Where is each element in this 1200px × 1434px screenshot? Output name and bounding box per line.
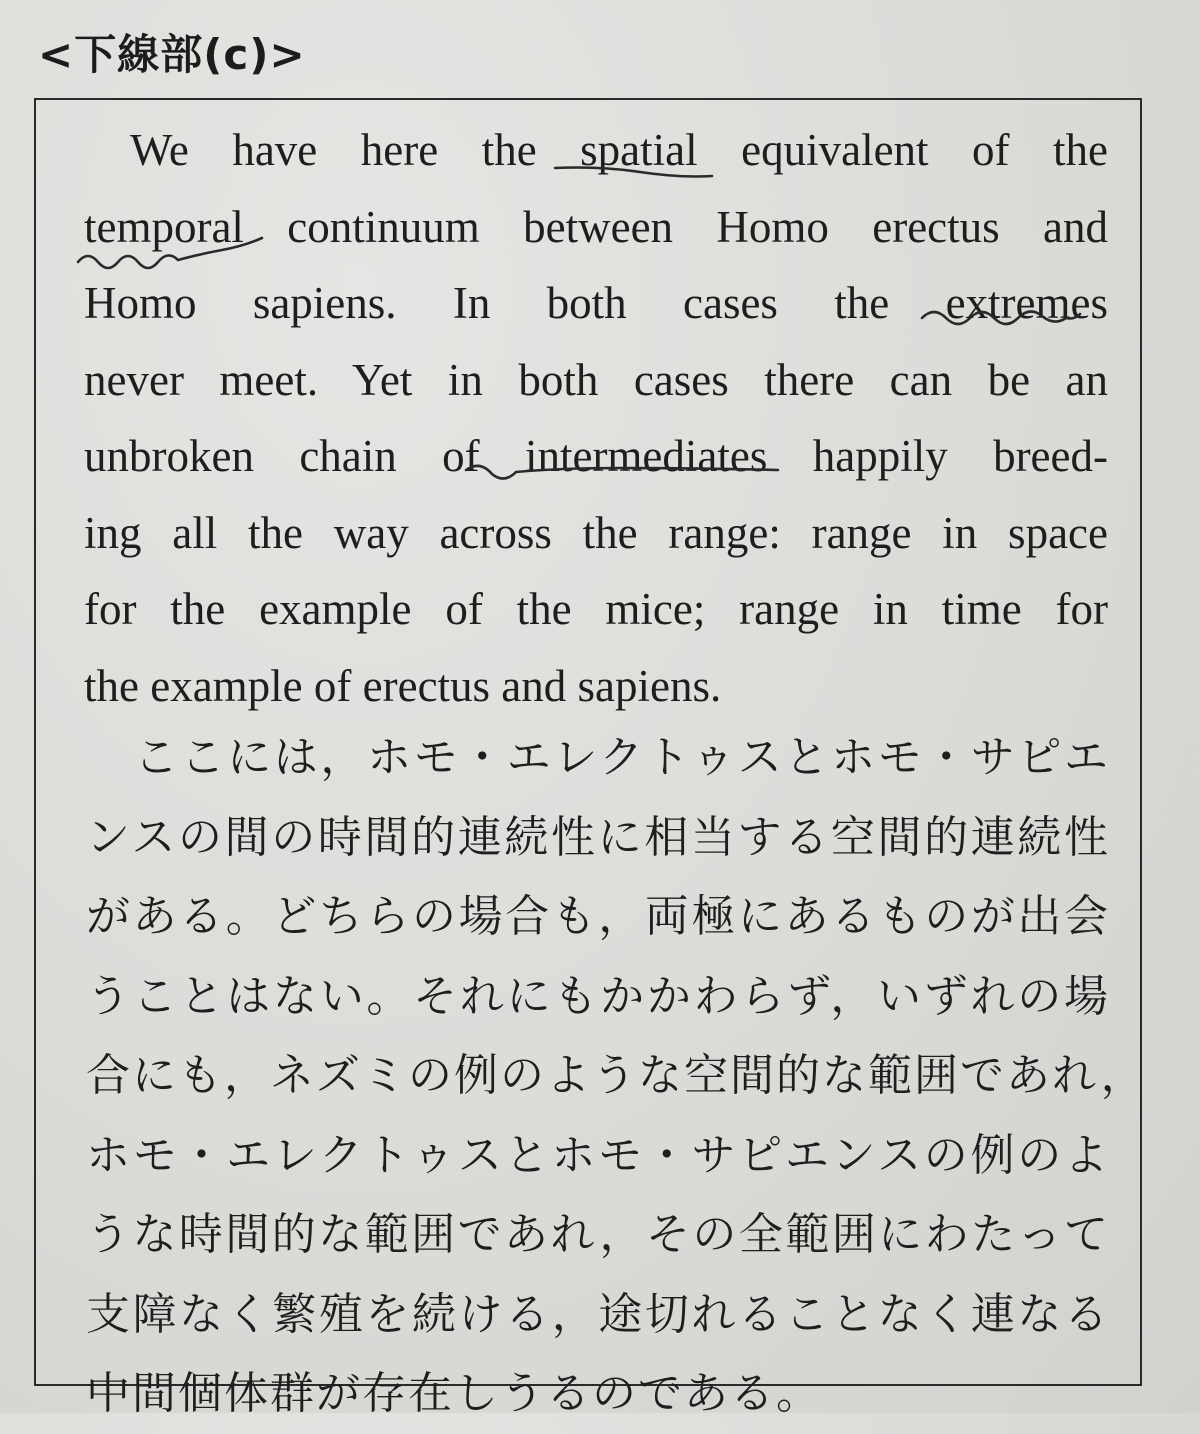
japanese-line: うことはない。それにもかかわらず，いずれの場 xyxy=(86,970,1110,1022)
english-line: We have here the spatial equivalent of the xyxy=(130,125,1108,175)
japanese-translation xyxy=(86,718,1147,1434)
japanese-line: ここには，ホモ・エレクトゥスとホモ・サピエ xyxy=(134,732,1110,783)
japanese-line: ンスの間の時間的連続性に相当する空間的連続性 xyxy=(86,811,1110,863)
japanese-line: 合にも，ネズミの例のような空間的な範囲であれ， xyxy=(86,1050,1147,1101)
english-line: never meet. Yet in both cases there can be an xyxy=(84,354,1108,405)
japanese-line: 支障なく繁殖を続ける，途切れることなく連なる xyxy=(86,1288,1110,1340)
english-line: temporal continuum between Homo erectus and xyxy=(84,201,1108,252)
japanese-line: 中間個体群が存在しうるのである。 xyxy=(86,1368,822,1419)
english-passage xyxy=(84,112,1108,724)
japanese-line: がある。どちらの場合も，両極にあるものが出会 xyxy=(86,891,1110,942)
japanese-line: うな時間的な範囲であれ，その全範囲にわたって xyxy=(86,1209,1110,1260)
english-line: ing all the way across the range: range in space xyxy=(84,507,1108,558)
english-line: unbroken chain of intermediates happily breed- xyxy=(84,431,1108,481)
japanese-line: ホモ・エレクトゥスとホモ・サピエンスの例のよ xyxy=(86,1129,1110,1181)
english-line: Homo sapiens. In both cases the extremes xyxy=(84,278,1108,328)
section-label: <下線部(c)> xyxy=(38,30,306,79)
english-line: the example of erectus and sapiens. xyxy=(84,660,722,711)
english-line: for the example of the mice; range in time for xyxy=(84,584,1108,634)
